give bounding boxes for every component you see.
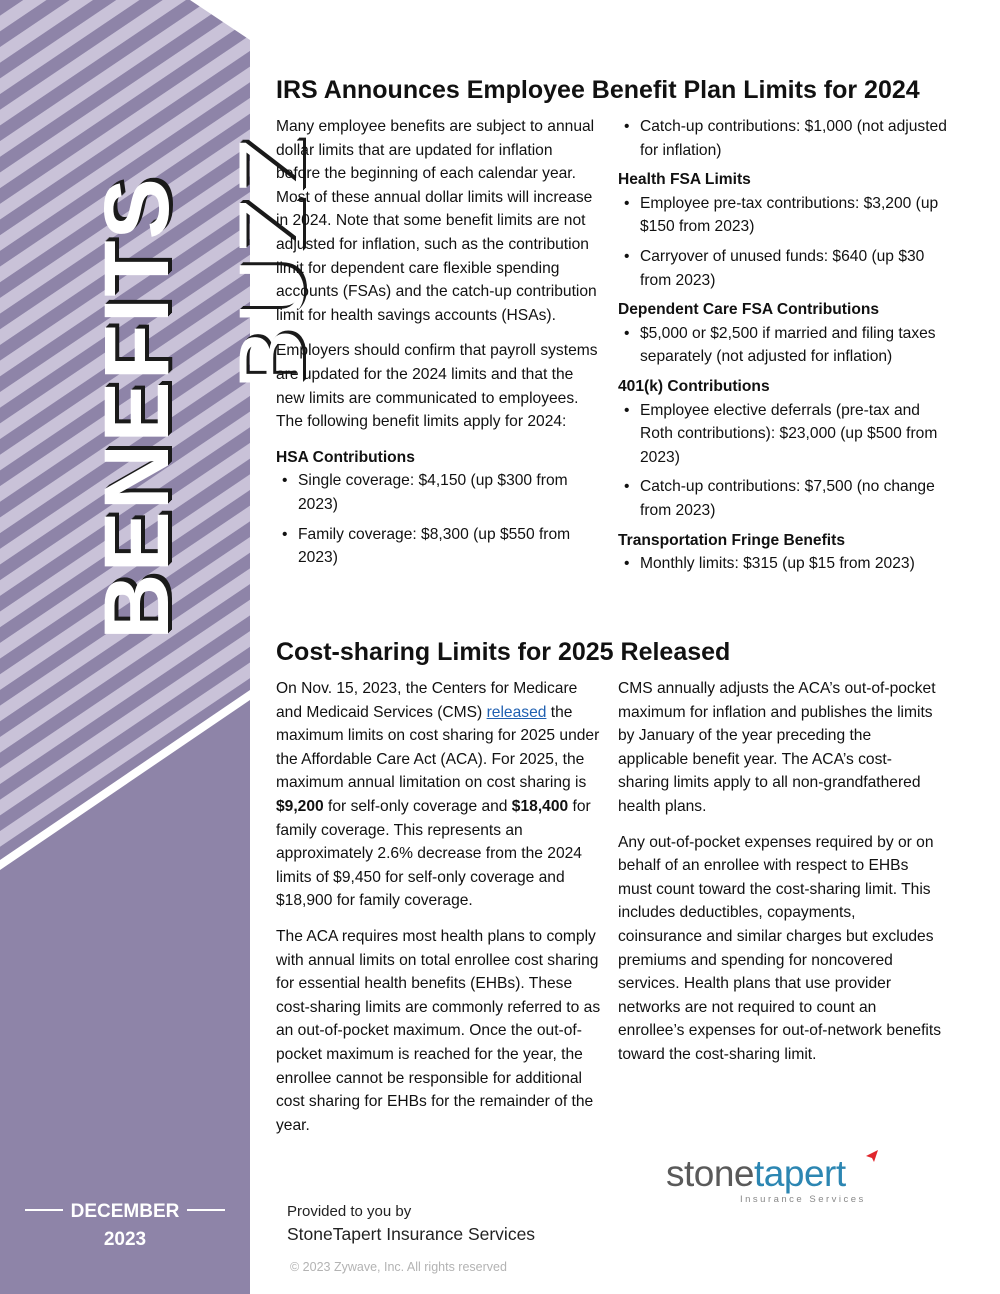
dcfsa-heading: Dependent Care FSA Contributions: [618, 301, 880, 319]
article2-para2: The ACA requires most health plans to comply with annual limits on total enrollee cost sharing for essential health benefits (EHBs). These cost-sharing limits are commonly referred to as an out-of-pocket maximum. Once the out-of-pocket maximum is reached for the year, the enrollee cannot be responsible for additional cost sharing for EHBs for the remainder of the year.: [276, 927, 601, 1134]
released-link[interactable]: released: [486, 703, 547, 721]
issue-year: 2023: [103, 1229, 147, 1250]
k401-heading: 401(k) Contributions: [618, 377, 770, 395]
list-item: • $5,000 or $2,500 if married and filing taxes separately (not adjusted for inflation): [618, 322, 948, 369]
family-limit: $18,400: [511, 797, 569, 815]
copyright: © 2023 Zywave, Inc. All rights reserved: [290, 1260, 507, 1274]
article2-intro-text: On Nov. 15, 2023, the Centers for Medicare and Medicaid Services (CMS): [276, 680, 578, 721]
red-arrow-icon: [852, 1150, 880, 1178]
k401-list: [618, 399, 948, 523]
list-item: • Catch-up contributions: $7,500 (no change from 2023): [618, 475, 948, 522]
article2-para3: CMS annually adjusts the ACA’s out-of-pocket maximum for inflation and publishes the limits by January of the year preceding the applicable benefit year. The ACA’s cost-sharing limits apply to all non-grandfathered health plans.: [618, 680, 936, 815]
list-item: • Carryover of unused funds: $640 (up $30 from 2023): [618, 245, 948, 292]
hsa-heading: HSA Contributions: [276, 448, 415, 466]
list-item: • Family coverage: $8,300 (up $550 from 2023): [276, 523, 601, 570]
fsa-list: [618, 192, 948, 292]
issue-date: [0, 1198, 250, 1254]
masthead: [0, 0, 323, 700]
hsa-list: [276, 469, 601, 569]
article2-intro-text: the maximum limits on cost sharing for 2025 under the Affordable Care Act (ACA). For 2025, the maximum annual limitation on cost sharing is: [276, 703, 600, 792]
article2-col-right: [618, 677, 943, 1079]
logo-tagline: Insurance Services: [740, 1194, 866, 1205]
list-item: • Catch-up contributions: $1,000 (not adjusted for inflation): [618, 115, 948, 162]
article1-col-right: [618, 115, 948, 582]
hsa-list-cont: [618, 115, 948, 162]
transport-heading: Transportation Fringe Benefits: [618, 531, 845, 549]
fsa-heading: Health FSA Limits: [618, 171, 751, 189]
provider-company: StoneTapert Insurance Services: [287, 1224, 536, 1244]
list-item: • Employee pre-tax contributions: $3,200 (up $150 from 2023): [618, 192, 948, 239]
self-only-limit: $9,200: [276, 797, 324, 815]
article1-title: IRS Announces Employee Benefit Plan Limits for 2024: [276, 76, 920, 104]
provided-by: Provided to you by: [287, 1203, 412, 1220]
article2-intro-text: for self-only coverage and: [323, 797, 512, 815]
logo-wordmark: [666, 1154, 846, 1194]
article2-title: Cost-sharing Limits for 2025 Released: [276, 638, 731, 666]
date-rule-left: [25, 1209, 63, 1211]
date-rule-right: [187, 1209, 225, 1211]
stonetapert-logo: [666, 1150, 886, 1210]
article2-para4: Any out-of-pocket expenses required by or on behalf of an enrollee with respect to EHBs must count toward the cost-sharing limit. This includes deductibles, copayments, coinsurance and similar charges but excludes premiums and spending for noncovered services. Health plans that use provider networks are not required to count an enrollee’s expenses for out-of-network benefits toward the cost-sharing limit.: [618, 833, 942, 1063]
logo-tapert: tapert: [754, 1153, 846, 1194]
list-item: • Employee elective deferrals (pre-tax and Roth contributions): $23,000 (up $500 from 2023): [618, 399, 948, 470]
logo-stone: stone: [666, 1153, 755, 1194]
transport-list: [618, 552, 948, 576]
masthead-benefits: BENEFITS: [86, 177, 188, 640]
article2-intro-text: for family coverage. This represents an approximately 2.6% decrease from the 2024 limits of $9,450 for self-only coverage and $18,900 for family coverage.: [276, 797, 591, 910]
list-item: • Single coverage: $4,150 (up $300 from 2023): [276, 469, 601, 516]
article1-para2: Employers should confirm that payroll systems are updated for the 2024 limits and that the new limits are communicated to employees. The following benefit limits apply for 2024:: [276, 342, 598, 431]
list-item: • Monthly limits: $315 (up $15 from 2023): [618, 552, 948, 576]
article1-intro: Many employee benefits are subject to annual dollar limits that are updated for inflation before the beginning of each calendar year. Most of these annual dollar limits will increase in 2024. Note that some benefit limits are not adjusted for inflation, such as the contribution limit for dependent care flexible spending accounts (FSAs) and the catch-up contribution limit for health savings accounts (HSAs).: [276, 118, 597, 324]
article1-col-left: [276, 115, 601, 576]
masthead-buzz: BUZZ: [221, 133, 323, 390]
dcfsa-list: [618, 322, 948, 369]
article2-col-left: [276, 677, 601, 1149]
article2-intro: [276, 677, 601, 913]
issue-month: DECEMBER: [70, 1201, 180, 1222]
